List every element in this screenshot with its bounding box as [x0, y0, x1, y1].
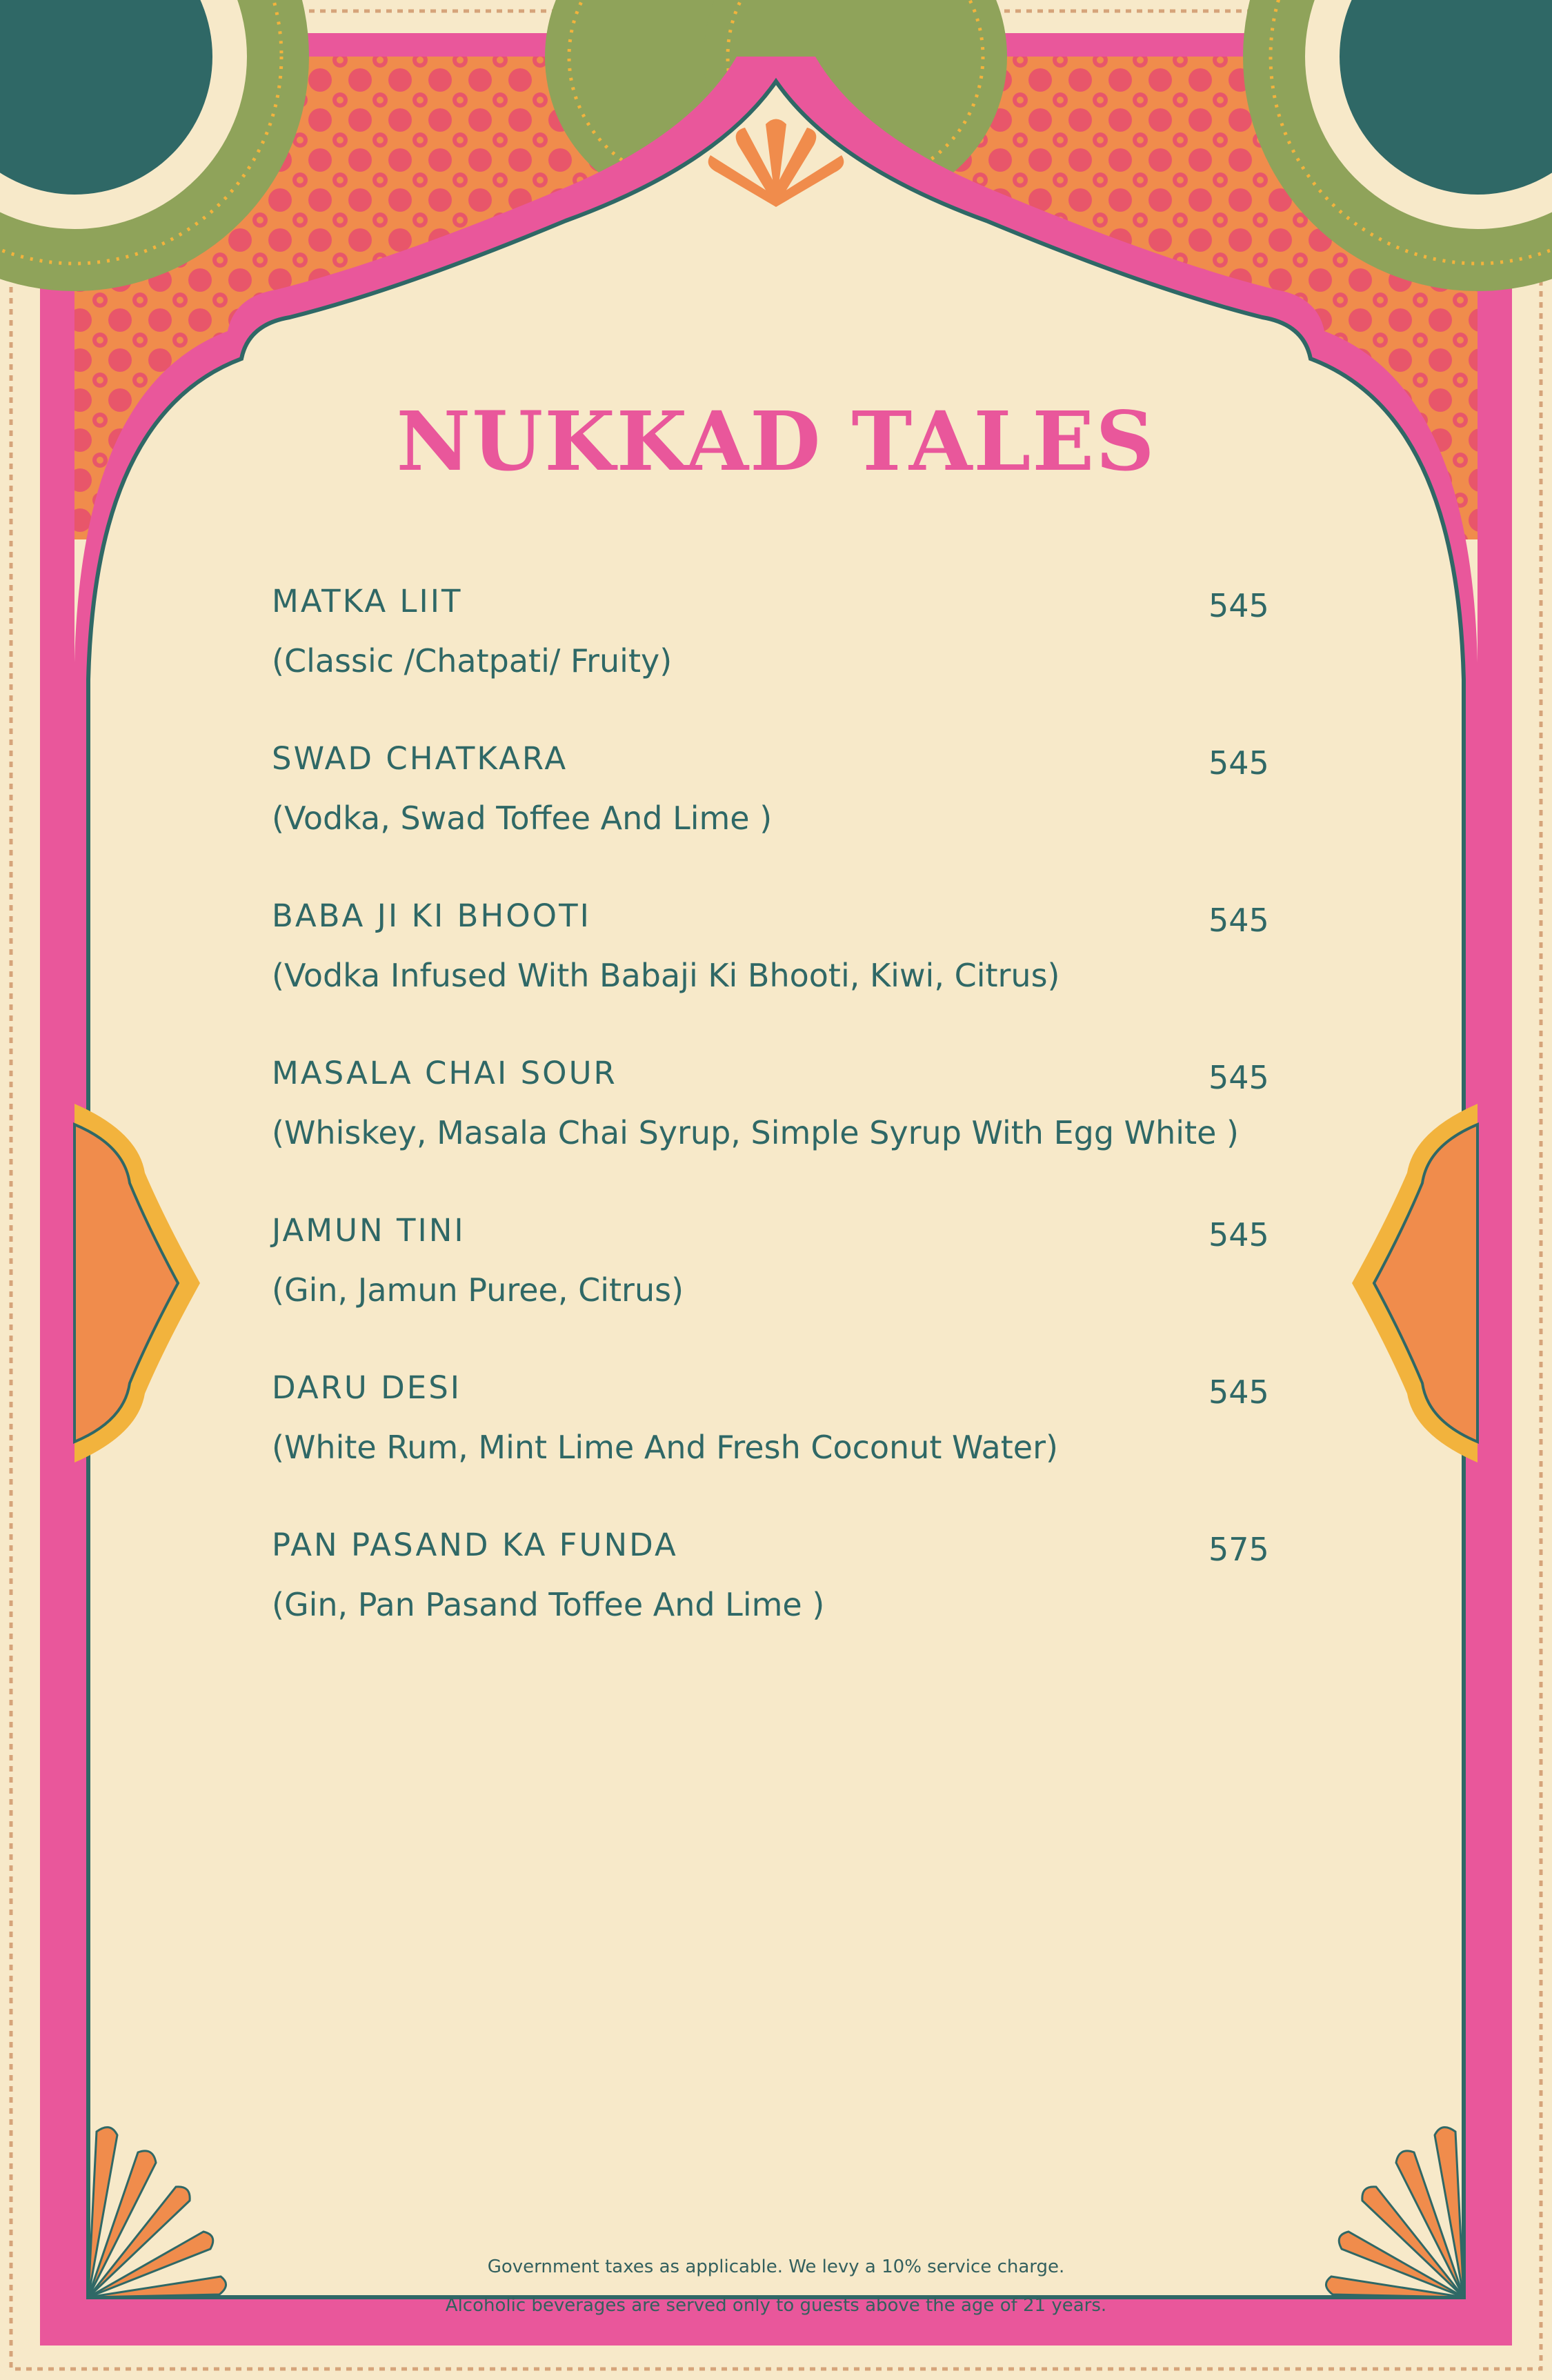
- item-name: JAMUN TINI: [272, 1212, 466, 1249]
- menu-item: [272, 740, 1279, 898]
- menu-item: [272, 583, 1279, 740]
- footer-notice: [0, 2248, 1552, 2325]
- item-description: (White Rum, Mint Lime And Fresh Coconut Water): [272, 1429, 1058, 1466]
- menu-item: [272, 1212, 1279, 1369]
- tax-notice: Government taxes as applicable. We levy a 10% service charge.: [487, 2257, 1065, 2277]
- menu-list: [272, 583, 1279, 1684]
- item-price: 545: [1208, 1059, 1269, 1096]
- menu-item: [272, 1369, 1279, 1527]
- item-price: 545: [1208, 744, 1269, 782]
- item-name: MATKA LIIT: [272, 583, 463, 619]
- menu-item: [272, 1527, 1279, 1684]
- item-name: BABA JI KI BHOOTI: [272, 898, 591, 934]
- item-price: 545: [1208, 902, 1269, 939]
- item-description: (Vodka, Swad Toffee And Lime ): [272, 800, 773, 837]
- item-price: 545: [1208, 1374, 1269, 1411]
- item-price: 575: [1208, 1531, 1269, 1568]
- item-name: DARU DESI: [272, 1369, 462, 1406]
- item-price: 545: [1208, 587, 1269, 624]
- menu-item: [272, 1055, 1279, 1212]
- item-description: (Vodka Infused With Babaji Ki Bhooti, Kiwi, Citrus): [272, 957, 1060, 994]
- item-description: (Gin, Pan Pasand Toffee And Lime ): [272, 1586, 825, 1623]
- item-price: 545: [1208, 1216, 1269, 1253]
- age-notice: Alcoholic beverages are served only to guests above the age of 21 years.: [445, 2295, 1107, 2316]
- item-name: SWAD CHATKARA: [272, 740, 568, 777]
- item-description: (Gin, Jamun Puree, Citrus): [272, 1271, 684, 1309]
- item-name: PAN PASAND KA FUNDA: [272, 1527, 678, 1563]
- item-description: (Classic /Chatpati/ Fruity): [272, 642, 673, 680]
- item-description: (Whiskey, Masala Chai Syrup, Simple Syrup With Egg White ): [272, 1114, 1239, 1151]
- menu-title: NUKKAD TALES: [396, 393, 1156, 489]
- item-name: MASALA CHAI SOUR: [272, 1055, 617, 1091]
- menu-item: [272, 898, 1279, 1055]
